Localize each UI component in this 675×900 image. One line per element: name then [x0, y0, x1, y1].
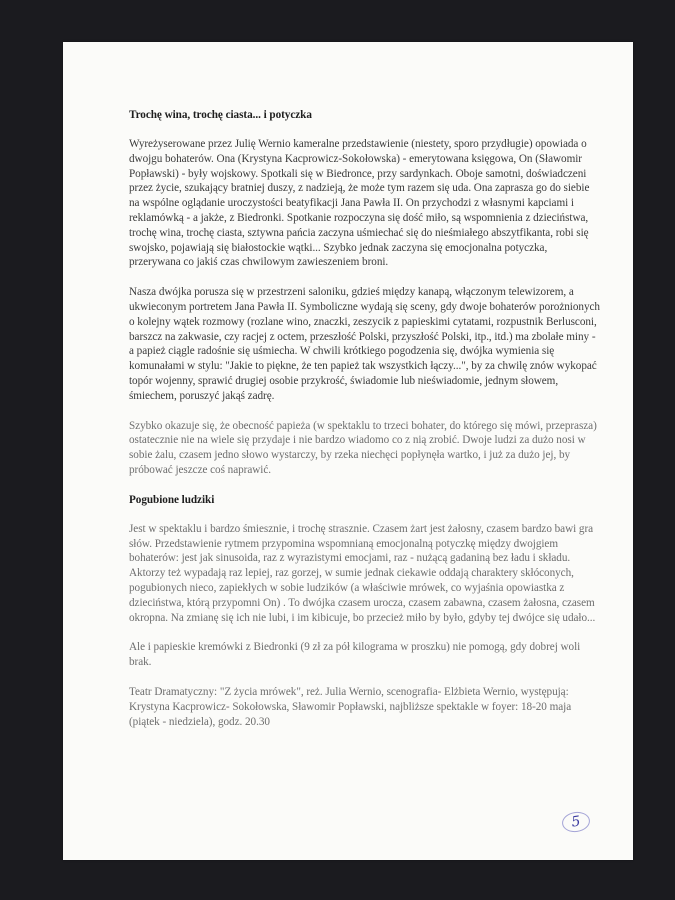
paragraph: Nasza dwójka porusza się w przestrzeni saloniku, gdzieś między kanapą, włączonym telewizorem, a ukwieconym portretem Jana Pawła II. Symboliczne wydają się sceny, gdy dwoje bohaterów porożnionych o kolejny wątek rozmowy (rozlane wino, znaczki, zeszycik z papieskimi cytatami, rozpustnik Berlusconi, barszcz na zakwasie, czy racjej z octem, przeszłość Polski, przyszłość Polski, itp., itd.) ma zbolałe miny - a papież ciągle radośnie się uśmiecha. W chwili krótkiego pogodzenia się, dwójka wymienia się komunałami w stylu: "Jakie to piękne, że ten papież tak wszystkich łączy...", by za chwilę znów wykopać topór wojenny, sprawić drugiej osobie przykrość, świadomie lub nieświadomie, jednym słowem, śmiechem, poruszyć jakąś zadrę.	[129, 286, 600, 402]
section-heading: Trochę wina, trochę ciasta... i potyczka	[129, 109, 312, 121]
paragraph: Teatr Dramatyczny: "Z życia mrówek", reż. Julia Wernio, scenografia- Elżbieta Wernio, występują: Krystyna Kacprowicz- Sokołowska, Sławomir Popławski, najbliższe spektakle w foyer: 18-20 maja (piątek - niedziela), godz. 20.30	[129, 685, 572, 728]
paper-sheet	[63, 42, 633, 860]
paragraph: Wyreżyserowane przez Julię Wernio kameralne przedstawienie (niestety, sporo przydługie) opowiada o dwojgu bohaterów. Ona (Krystyna Kacprowicz-Sokołowska) - emerytowana księgowa, On (Sławomir Popławski) - były wojskowy. Spotkali się w Biedronce, przy sardynkach. Oboje samotni, doświadczeni przez życie, szukający bratniej duszy, z nadzieją, że może tym razem się uda. Ona zaprasza go do siebie na wspólne oglądanie uroczystości beatyfikacji Jana Pawła II. On przychodzi z własnymi kapciami i reklamówką - a jakże, z Biedronki. Spotkanie rozpoczyna się dość miło, są wspomnienia z dzieciństwa, trochę wina, trochę ciasta, sztywna pańcia zaczyna uśmiechać się do nieśmiałego abszytfikanta, robi się swojsko, pojawiają się białostockie wątki... Szybko jednak zaczyna się emocjonalna potyczka, przerywana co jakiś czas chwilowym zawieszeniem broni.	[129, 138, 590, 269]
article-body	[129, 108, 601, 744]
paragraph: Szybko okazuje się, że obecność papieża (w spektaklu to trzeci bohater, do którego się mówi, przeprasza) ostatecznie nie na wiele się przydaje i nie bardzo wiadomo co z nią zrobić. Dwoje ludzi za dużo nosi w sobie żalu, czasem jedno słowo wystarczy, by rzeka niechęci popłynęła wartko, i już za dużo jej, by próbować jeszcze coś naprawić.	[129, 419, 597, 476]
circle-mark-icon	[561, 810, 592, 834]
paragraph: Jest w spektaklu i bardzo śmiesznie, i trochę strasznie. Czasem żart jest żałosny, czasem bardzo bawi gra słów. Przedstawienie rytmem przypomina wspomnianą emocjonalną potyczkę między dwojgiem bohaterów: jest jak sinusoida, raz z wyrazistymi emocjami, raz - nużącą gadaniną bez ładu i składu. Aktorzy też wypadają raz lepiej, raz gorzej, w sumie jednak ciekawie oddają charaktery skłóconych, pogubionych nieco, zapiekłych w sobie ludzików (a właściwie mrówek, co wyjaśnia opowiastka z dzieciństwa, którą przypomni On) . To dwójka czasem urocza, czasem zabawna, czasem żałosna, czasem okropna. Na zmianę się ich nie lubi, i im kibicuje, bo przecież miło by było, gdyby tej dwójce się udało...	[129, 522, 596, 624]
page-number	[564, 811, 589, 834]
page-number-label: 5	[570, 813, 582, 831]
section-heading: Pogubione ludziki	[129, 493, 215, 506]
paragraph: Ale i papieskie kremówki z Biedronki (9 zł za pół kilograma w proszku) nie pomogą, gdy dobrej woli brak.	[129, 641, 581, 669]
